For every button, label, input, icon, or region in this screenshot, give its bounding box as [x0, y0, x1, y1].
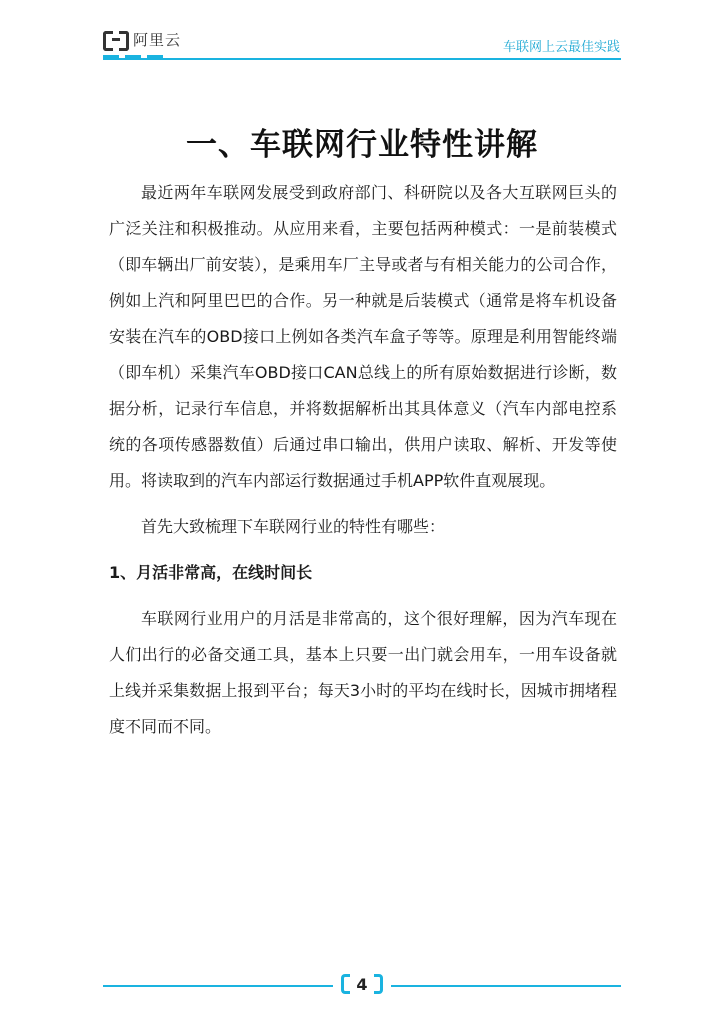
subsection-heading: 1、月活非常高，在线时间长 [109, 563, 313, 582]
document-title: 车联网上云最佳实践 [502, 40, 620, 55]
paragraph-summary: 首先大致梳理下车联网行业的特性有哪些： [141, 517, 446, 536]
paragraph-subsection: 车联网行业用户的月活是非常高的，这个很好理解，因为汽车现在人们出行的必备交通工具，基本上只要一出门就会用车，一用车设备就上线并采集数据上报到平台；每天3小时的平均在线时长，因城市拥堵程度不同而不同。 [109, 609, 617, 736]
aliyun-logo [103, 28, 181, 50]
page-number-box [333, 974, 390, 996]
bracket-right-icon [374, 974, 383, 994]
body-content [109, 175, 617, 745]
section-title: 一、车联网行业特性讲解 [186, 126, 538, 163]
logo-text: 阿里云 [133, 30, 182, 49]
page-number: 4 [356, 975, 368, 994]
header-divider [103, 58, 621, 60]
paragraph-intro: 最近两年车联网发展受到政府部门、科研院以及各大互联网巨头的广泛关注和积极推动。从应用来看，主要包括两种模式：一是前装模式（即车辆出厂前安装），是乘用车厂主导或者与有相关能力的公司合作，例如上汽和阿里巴巴的合作。另一种就是后装模式（通常是将车机设备安装在汽车的OBD接口上例如各类汽车盒子等等。原理是利用智能终端（即车机）采集汽车OBD接口CAN总线上的所有原始数据进行诊断，数据分析，记录行车信息，并将数据解析出其具体意义（汽车内部电控系统的各项传感器数值）后通过串口输出，供用户读取、解析、开发等使用。将读取到的汽车内部运行数据通过手机APP软件直观展现。 [109, 183, 617, 490]
page-footer [0, 974, 724, 996]
bracket-left-icon [341, 974, 350, 994]
aliyun-logo-icon [103, 29, 129, 49]
page-header [0, 0, 724, 70]
